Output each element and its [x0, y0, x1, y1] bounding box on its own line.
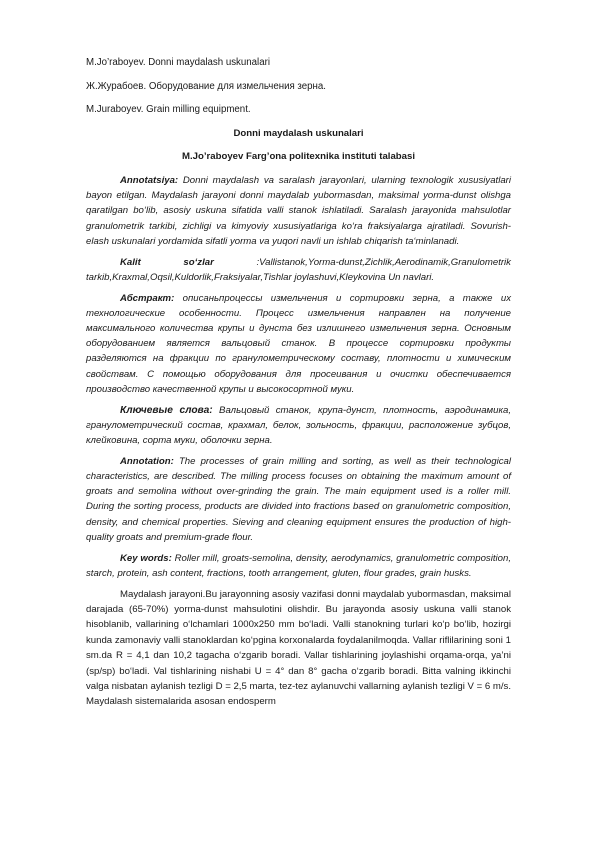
header-line-en: M.Juraboyev. Grain milling equipment.	[86, 104, 251, 115]
abstract-ru-text: описаньпроцессы измельчения и сортировки зерна, а также их технологические особенности. Процесс измельчения направлен на получение максимального количества крупы и дунста без излишнего измельчения зерна. Основным оборудованием является вальцовый станок. В процессе сортировки продукты разделяются на фракции по гранулометрическому составу, плотности и химическим свойствам. С помощью оборудования для просеивания и очистки обеспечивается производство качественной крупы и высокосортной муки.	[86, 292, 511, 395]
document-content	[86, 55, 511, 710]
keywords-ru	[86, 403, 511, 449]
annotation-en-label: Annotation:	[120, 455, 174, 467]
keywords-ru-text: Вальцовый станок, крупа-дунст, плотность, аэродинамика, гранулометрический состав, крахмал, белок, зольность, фракции, расположение зубцов, клейковина, сорта муки, оболочки зерна.	[86, 404, 511, 446]
keywords-en	[86, 551, 511, 581]
annotation-uz-label: Annotatsiya:	[120, 174, 179, 186]
author-line: M.Jo’raboyev Farg’ona politexnika instituti talabasi	[182, 150, 415, 162]
header-line-uz: M.Jo’raboyev. Donni maydalash uskunalari	[86, 57, 270, 68]
keywords-uz-label: Kalit so‘zlar	[120, 256, 214, 268]
abstract-ru	[86, 291, 511, 397]
keywords-en-label: Key words:	[120, 552, 172, 564]
keywords-en-text: Roller mill, groats-semolina, density, aerodynamics, granulometric composition, starch, protein, ash content, fractions, tooth arrangement, gluten, flour grades, grain husks.	[86, 552, 511, 579]
annotation-uz-text: Donni maydalash va saralash jarayonlari, ularning texnologik xususiyatlari bayon etilgan. Maydalash jarayoni donni maydalab yubormasdan, maksimal yorma-dunst olishga qaratilgan bo‘lib, asosiy uskuna sifatida valli stanok ishlatiladi. Saralash jarayonida mahsulotlar granulometrik tarkibi, zichligi va kimyoviy xususiyatlariga ko‘ra fraksiyalarga ajratiladi. Sovurish-elash uskunalari yordamida sifatli yorma va yuqori navli un ishlab chiqarish ta‘minlanadi.	[86, 174, 511, 247]
keywords-uz	[86, 255, 511, 285]
keywords-uz-text: :Vallistanok,Yorma-dunst,Zichlik,Aerodinamik,Granulometrik tarkib,Kraxmal,Oqsil,Kuldorlik,Fraksiyalar,Tishlar joylashuvi,Kleykovina Un navlari.	[86, 256, 511, 283]
annotation-en	[86, 454, 511, 545]
annotation-uz	[86, 173, 511, 249]
abstract-ru-label: Абстракт:	[120, 292, 175, 304]
annotation-en-text: The processes of grain milling and sorting, as well as their technological characteristics, are described. The milling process focuses on obtaining the maximum amount of groats and semolina without over-grinding the grain. The main equipment used is a roller mill. During the sorting process, products are divided into fractions based on granulometric composition, density, and chemical properties. Sieving and cleaning equipment ensures the production of high-quality groats and premium-grade flour.	[86, 455, 511, 543]
header-line-ru: Ж.Журабоев. Оборудование для измельчения зерна.	[86, 80, 326, 92]
body-paragraph: Maydalash jarayoni.Bu jarayonning asosiy vazifasi donni maydalab yubormasdan, maksimal darajada (65-70%) yorma-dunst mahsulotini olishdir. Bu jarayonda asosiy uskuna valli stanok hisoblanib, vallarining o‘lchamlari 1000x250 mm bo‘ladi. Valli stanokning turlari ko‘p bo‘lib, hozirgi kunda zamonaviy valli stanoklardan ko‘pgina korxonalarda foydalanilmoqda. Vallar riflilarining soni 1 sm.da R = 4,1 dan 10,2 tagacha o‘zgarib boradi. Vallar tishlarining joylashishi orqama-orqa, ya’ni (sp/sp) bo‘ladi. Val tishlarining nishabi U = 4° dan 8° gacha o‘zgarib boradi. Bitta valning ikkinchi valga nisbatan aylanish tezligi D = 2,5 marta, tez-tez aylanuvchi vallarning aylanish tezligi V = 6 m/s. Maydalash sistemalarida asosan endosperm	[86, 588, 512, 708]
keywords-ru-label: Ключевые слова:	[120, 404, 213, 416]
article-title: Donni maydalash uskunalari	[233, 127, 364, 139]
